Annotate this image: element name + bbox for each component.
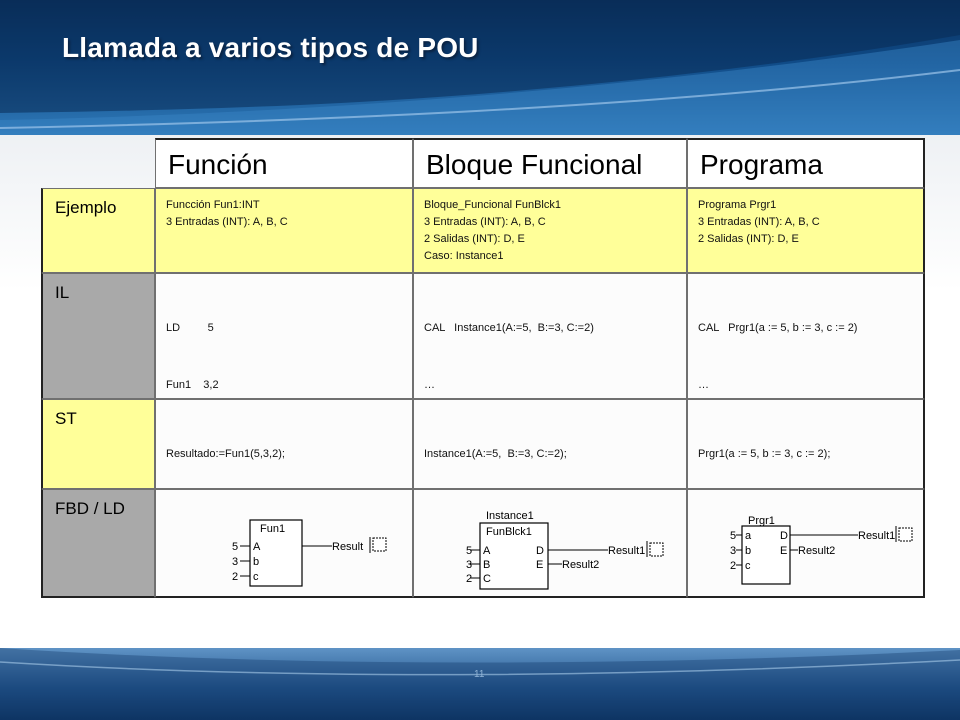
footer-band [0,648,960,720]
cell-st-funcion [155,399,413,489]
code-line: … [698,379,709,391]
column-header-funcion [155,138,413,188]
output-box-icon [650,543,663,556]
fun1-input-pin: A [253,541,261,553]
pou-comparison-table [41,138,925,598]
cell-ejemplo-funcion [155,188,413,273]
cell-fbd-funcion [155,489,413,598]
code-line: LD 5 [166,322,214,334]
fun1-block-name: Fun1 [260,523,286,535]
row-header-label: ST [55,409,77,428]
row-header-label: FBD / LD [55,499,125,518]
column-header-label: Programa [700,149,823,180]
code-line: Fun1 3,2 [166,379,219,391]
code-line: CAL Prgr1(a := 5, b := 3, c := 2) [698,322,858,334]
output-box-icon [373,538,386,551]
fb-output-pin: D [536,545,544,557]
instance1-name: Instance1 [486,510,534,522]
row-header-ejemplo [41,188,155,273]
cell-il-bloque [413,273,687,399]
text-line: 3 Entradas (INT): A, B, C [424,216,546,228]
prg-input-pin: a [745,530,752,542]
fun1-input-value: 5 [232,541,239,553]
text-line: 3 Entradas (INT): A, B, C [698,216,820,228]
prgr1-fbd-diagram [730,514,920,586]
fb-input-pin: C [483,573,491,585]
code-line: Prgr1(a := 5, b := 3, c := 2); [698,448,831,460]
prg-input-value: 5 [730,530,737,542]
text-line: 2 Salidas (INT): D, E [698,233,799,245]
row-header-fbd-ld [41,489,155,598]
column-header-bloque [413,138,687,188]
row-header-label: Ejemplo [55,198,117,217]
slide-title: Llamada a varios tipos de POU [62,32,479,63]
prg-input-pin: b [745,545,752,557]
column-header-programa [687,138,925,188]
fb-input-pin: A [483,545,491,557]
text-line: Funcción Fun1:INT [166,199,260,211]
fb-output-pin: E [536,559,544,571]
output-box-icon [899,528,912,541]
fun1-input-pin: b [253,556,260,568]
funblck1-type: FunBlck1 [486,526,532,538]
cell-ejemplo-programa [687,188,925,273]
prg-output-target: Result2 [798,545,836,557]
column-header-label: Bloque Funcional [426,149,643,180]
code-line: CAL Instance1(A:=5, B:=3, C:=2) [424,322,594,334]
fb-input-value: 3 [466,559,473,571]
text-line: Programa Prgr1 [698,199,777,211]
prg-input-value: 3 [730,545,737,557]
fun1-input-value: 2 [232,571,239,583]
prg-output-pin: D [780,530,788,542]
prgr1-block-name: Prgr1 [748,515,775,527]
prg-output-pin: E [780,545,788,557]
code-line: Resultado:=Fun1(5,3,2); [166,448,285,460]
column-header-label: Función [168,149,268,180]
text-line: 3 Entradas (INT): A, B, C [166,216,288,228]
prg-input-pin: c [745,560,751,572]
row-header-il [41,273,155,399]
code-line: Instance1(A:=5, B:=3, C:=2); [424,448,567,460]
prg-output-target: Result1 [858,530,896,542]
cell-il-funcion [155,273,413,399]
cell-st-bloque [413,399,687,489]
text-line: 2 Salidas (INT): D, E [424,233,525,245]
prg-input-value: 2 [730,560,737,572]
cell-il-programa [687,273,925,399]
cell-fbd-bloque [413,489,687,598]
instance1-fbd-diagram [466,508,676,590]
fb-output-target: Result1 [608,545,646,557]
header-swoop-decoration [0,0,960,135]
fb-input-value: 2 [466,573,473,585]
code-line: … [424,379,435,391]
text-line: Caso: Instance1 [424,250,504,262]
page-number: 11 [474,669,485,680]
cell-ejemplo-bloque [413,188,687,273]
fun1-input-pin: c [253,571,259,583]
text-line: Bloque_Funcional FunBlck1 [424,199,561,211]
cell-st-programa [687,399,925,489]
fb-input-pin: B [483,559,491,571]
row-header-label: IL [55,283,70,302]
cell-fbd-programa [687,489,925,598]
fun1-fbd-diagram [232,510,392,590]
header-band [0,0,960,135]
footer-swoop-decoration [0,648,960,720]
fb-input-value: 5 [466,545,473,557]
fb-output-target: Result2 [562,559,600,571]
fun1-input-value: 3 [232,556,239,568]
fun1-output-label: Result [332,541,364,553]
row-header-st [41,399,155,489]
